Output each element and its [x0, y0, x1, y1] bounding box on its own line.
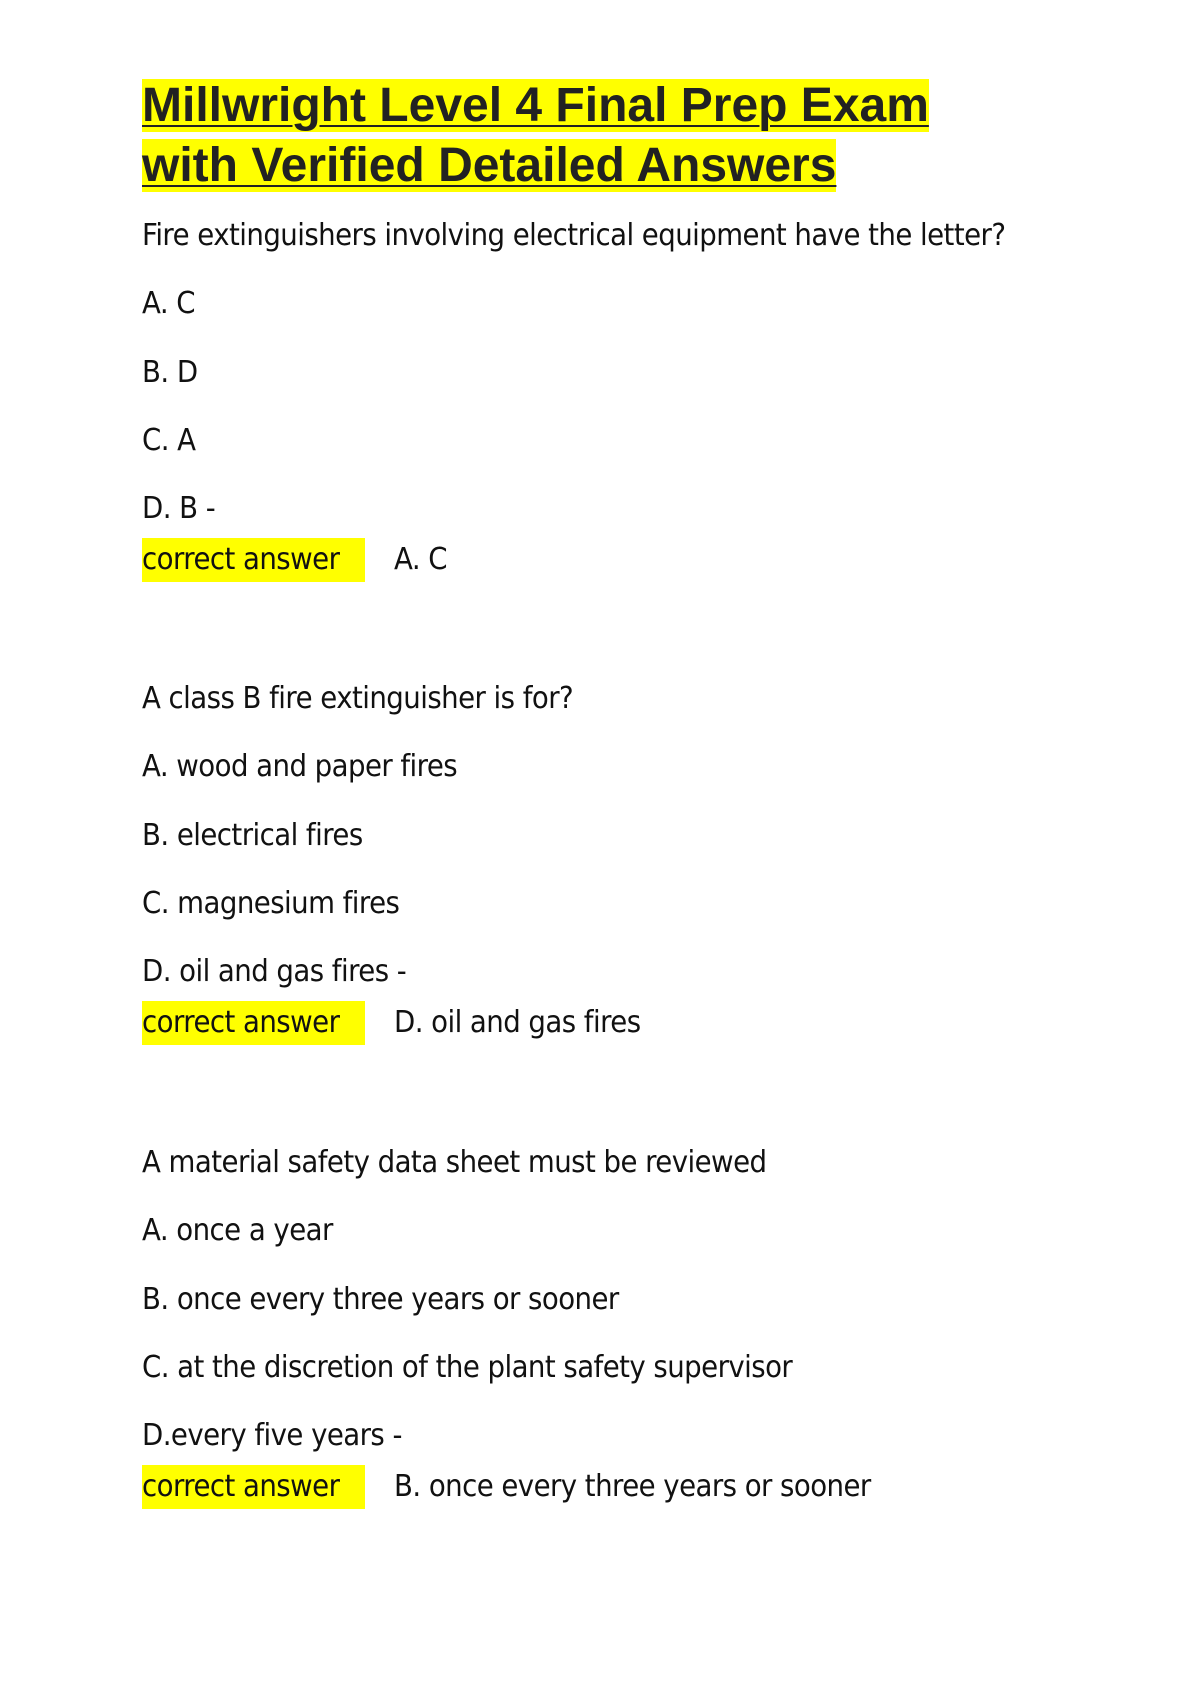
- option-b: B. once every three years or sooner: [142, 1282, 619, 1317]
- correct-answer-value: D. oil and gas fires: [394, 1005, 641, 1040]
- option-d: D.every five years -: [142, 1418, 402, 1453]
- option-b: B. D: [142, 355, 198, 390]
- question-prompt: A class B fire extinguisher is for?: [142, 681, 574, 716]
- option-a: A. C: [142, 286, 196, 321]
- correct-answer-label: correct answer: [142, 1465, 365, 1509]
- correct-answer-label: correct answer: [142, 538, 365, 582]
- correct-answer-value: A. C: [394, 542, 448, 577]
- title-line-1: Millwright Level 4 Final Prep Exam: [142, 79, 929, 132]
- page-title: [142, 76, 1022, 196]
- option-c: C. at the discretion of the plant safety supervisor: [142, 1350, 793, 1385]
- option-a: A. wood and paper fires: [142, 749, 458, 784]
- question-prompt: Fire extinguishers involving electrical equipment have the letter?: [142, 218, 1006, 253]
- correct-answer-label: correct answer: [142, 1001, 365, 1045]
- question-prompt: A material safety data sheet must be reviewed: [142, 1145, 767, 1180]
- title-line-2: with Verified Detailed Answers: [142, 139, 837, 192]
- option-b: B. electrical fires: [142, 818, 363, 853]
- option-c: C. A: [142, 423, 196, 458]
- option-d: D. oil and gas fires -: [142, 954, 407, 989]
- option-d: D. B -: [142, 491, 216, 526]
- option-a: A. once a year: [142, 1213, 333, 1248]
- correct-answer-value: B. once every three years or sooner: [394, 1469, 871, 1504]
- option-c: C. magnesium fires: [142, 886, 400, 921]
